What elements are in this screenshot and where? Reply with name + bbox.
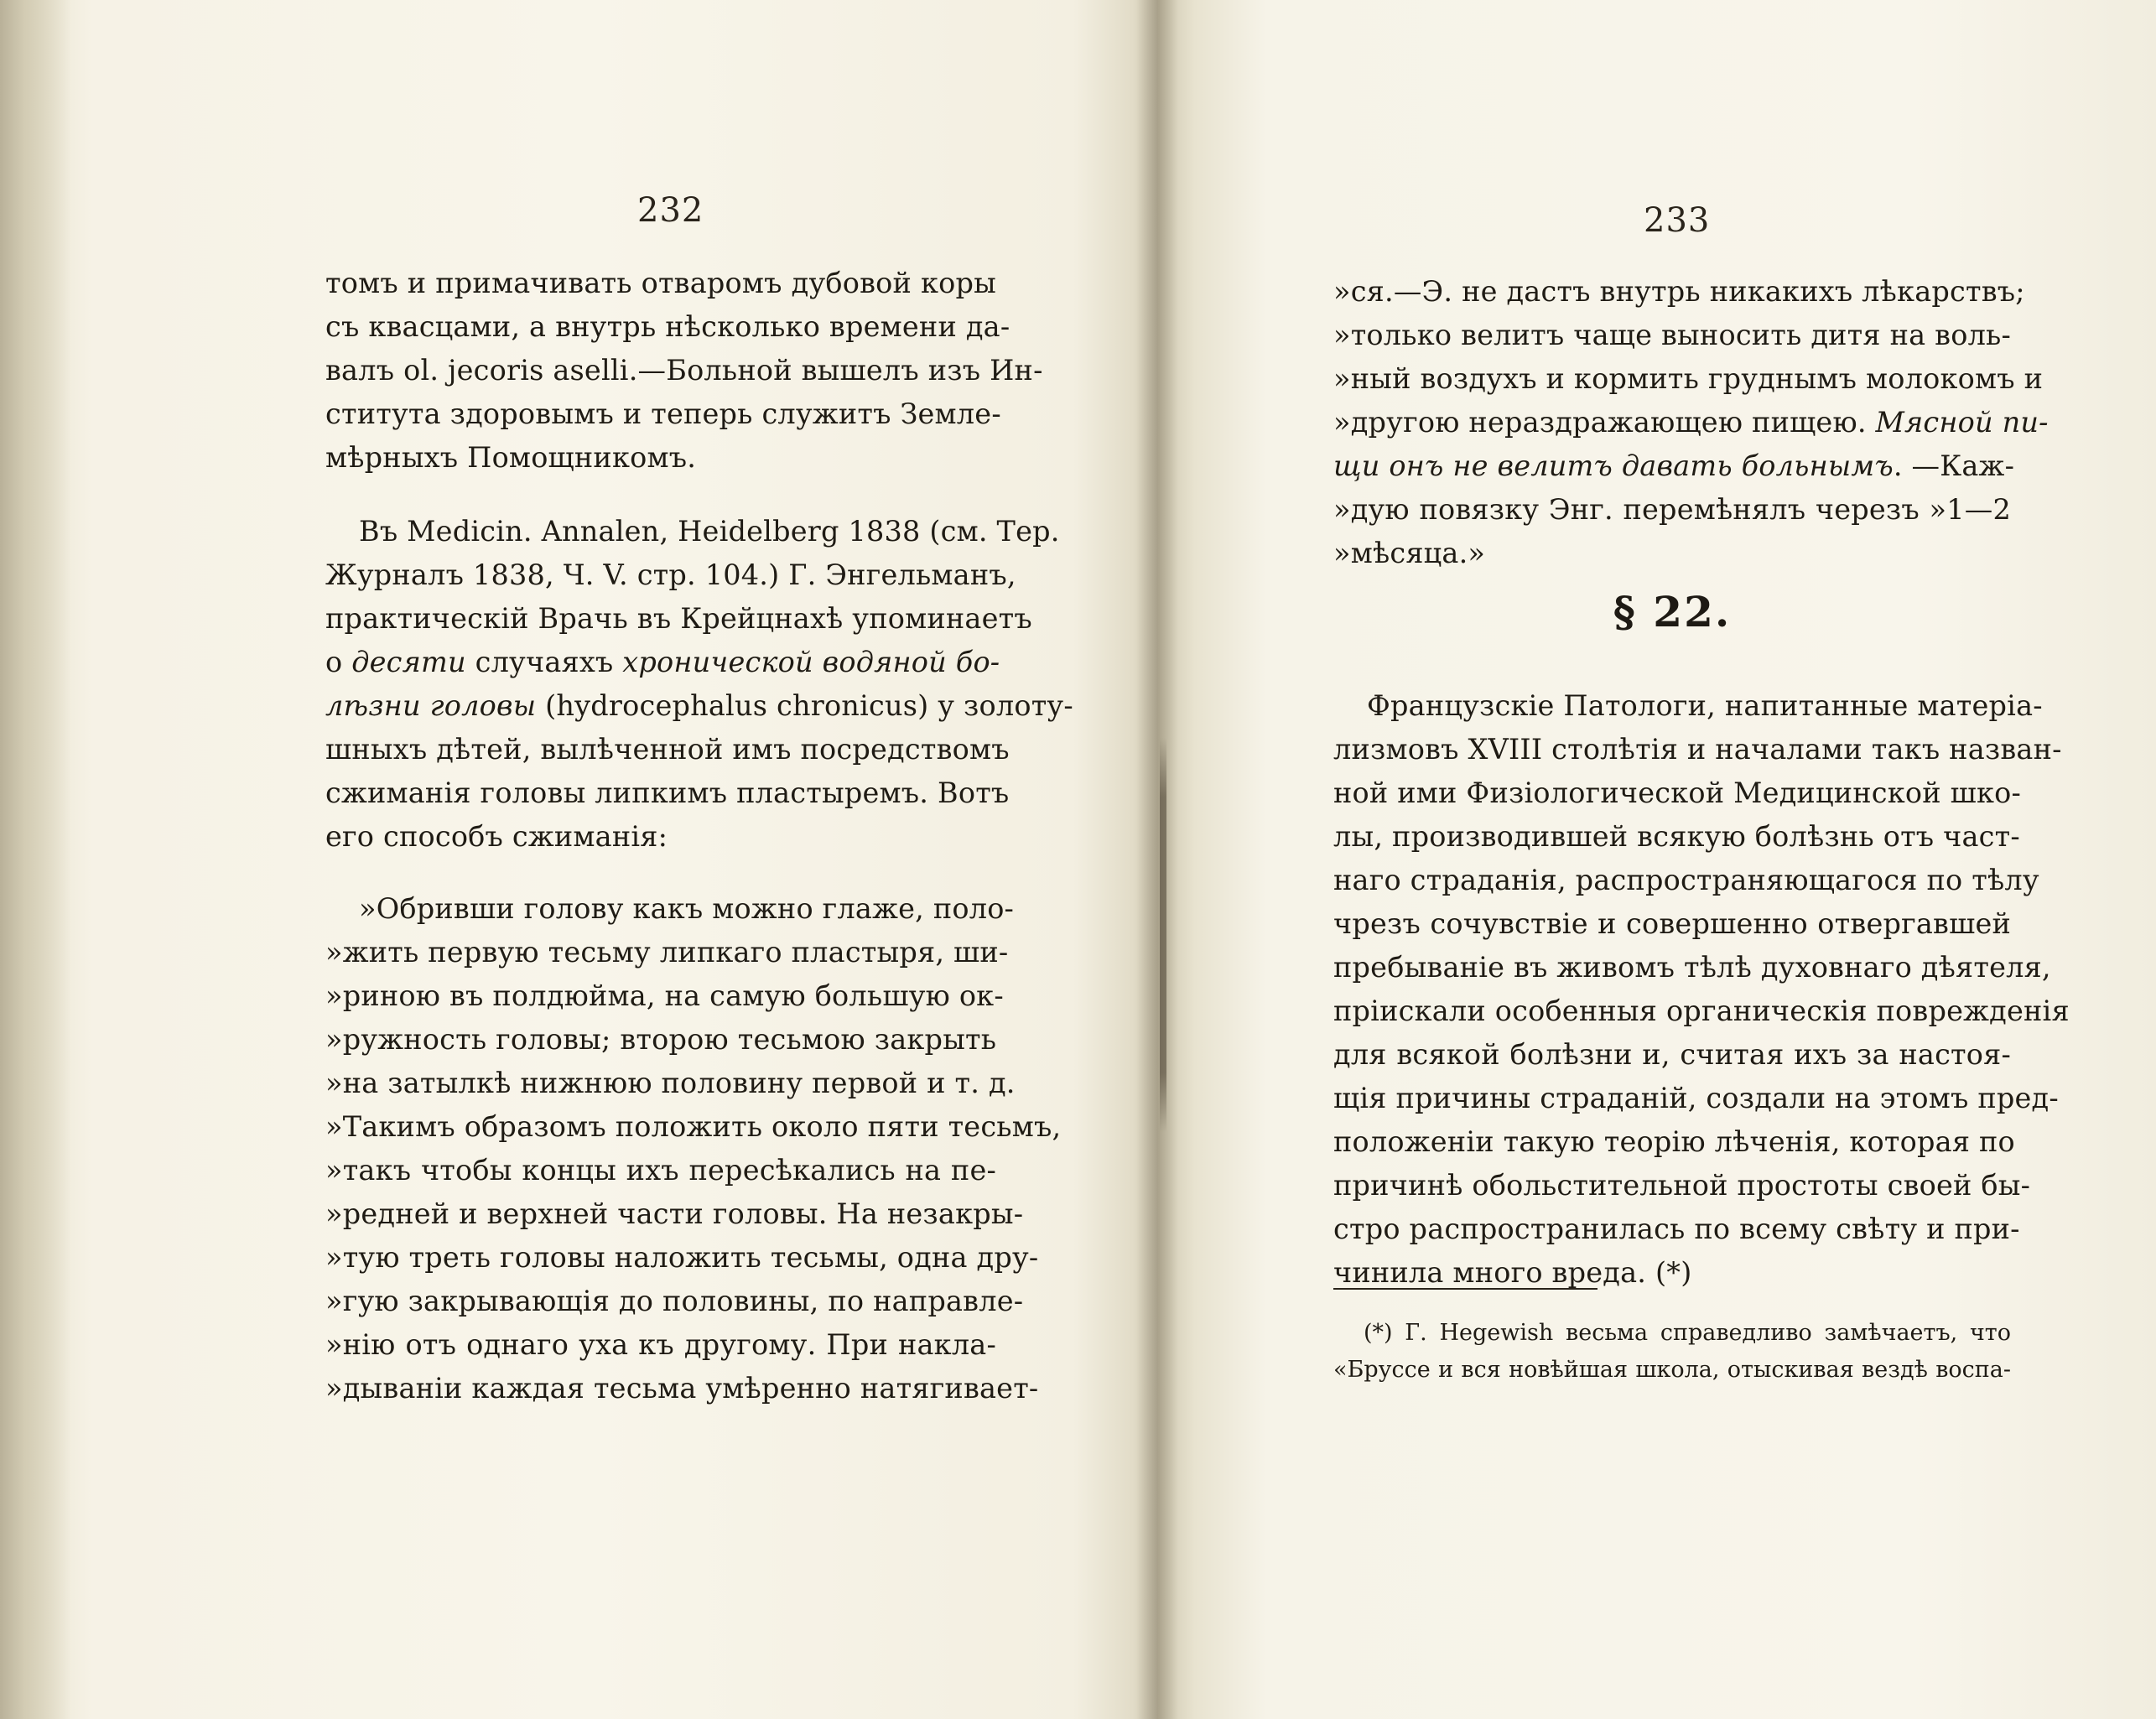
italic-text-run: Мясной пи-: [1875, 406, 2049, 439]
text-run: (hydrocephalus chronicus) у золоту-: [536, 689, 1073, 722]
text-run: »другою нераздражающею пищею.: [1333, 406, 1876, 439]
text-line: сжиманія головы липкимъ пластыремъ. Вотъ: [325, 776, 1010, 809]
text-line: [1333, 444, 2015, 488]
text-line: »на затылкѣ нижнюю половину первой и т. д.: [325, 1067, 1016, 1099]
text-line: »Такимъ образомъ положить около пяти тесьмъ,: [325, 1110, 1062, 1143]
text-line: »тую треть головы наложить тесьмы, одна дру-: [325, 1241, 1039, 1274]
text-line: »только велитъ чаще выносить дитя на воль-: [1333, 319, 2012, 351]
right-quote-continuation: [1333, 270, 2049, 575]
text-line: положеніи такую теорію лѣченія, которая по: [1333, 1125, 2015, 1158]
book-gutter: [1136, 0, 1178, 1719]
footnote: [1333, 1315, 2011, 1389]
text-line: лы, производившей всякую болѣзнь отъ част-: [1333, 820, 2020, 853]
text-line: пребываніе въ живомъ тѣлѣ духовнаго дѣятеля,: [1333, 951, 2051, 984]
italic-text-run: хронической водяной бо-: [622, 646, 1000, 678]
text-line: »нію отъ однаго уха къ другому. При накла-: [325, 1328, 996, 1361]
text-line: съ квасцами, а внутрь нѣсколько времени да-: [325, 310, 1010, 343]
text-line: щія причины страданій, создали на этомъ пред-: [1333, 1082, 2059, 1114]
text-line: »жить первую тесьму липкаго пластыря, ши-: [325, 936, 1009, 969]
left-page-number: 232: [637, 191, 704, 230]
text-line: практическій Врачь въ Крейцнахѣ упоминаетъ: [325, 602, 1032, 635]
text-line: »мѣсяца.»: [1333, 537, 1486, 569]
text-line: стро распространилась по всему свѣту и при-: [1333, 1213, 2020, 1245]
text-line: причинѣ обольстительной простоты своей бы-: [1333, 1169, 2031, 1202]
text-line: Журналъ 1838, Ч. V. стр. 104.) Г. Энгельманъ,: [325, 558, 1016, 591]
text-line: его способъ сжиманія:: [325, 820, 668, 853]
text-run: . —Каж-: [1893, 449, 2015, 482]
text-line: мѣрныхъ Помощникомъ.: [325, 441, 697, 474]
text-line: »такъ чтобы концы ихъ пересѣкались на пе-: [325, 1154, 996, 1187]
text-line: »ный воздухъ и кормить груднымъ молокомъ и: [1333, 362, 2044, 395]
text-line: ной ими Физіологической Медицинской шко-: [1333, 776, 2021, 809]
left-quote-paragraph: [325, 887, 1062, 1410]
text-line: »риною въ полдюйма, на самую большую ок-: [325, 979, 1004, 1012]
text-line: »ружность головы; второю тесьмою закрыть: [325, 1023, 997, 1056]
spine-binding: [1160, 738, 1166, 1132]
text-line: Въ Medicin. Annalen, Heidelberg 1838 (см. Тер.: [359, 515, 1060, 548]
text-line: ститута здоровымъ и теперь служитъ Земле-: [325, 397, 1001, 430]
text-line: [325, 684, 1073, 728]
text-line: »дую повязку Энг. перемѣнялъ черезъ »1—2: [1333, 493, 2011, 526]
text-run: о: [325, 646, 352, 678]
text-line: наго страданія, распространяющагося по тѣлу: [1333, 864, 2039, 896]
text-line: лизмовъ XVIII столѣтія и началами такъ назван-: [1333, 733, 2062, 766]
italic-text-run: щи онъ не велитъ давать больнымъ: [1333, 449, 1894, 482]
footnote-line: (*) Г. Hegewish весьма справедливо замѣчаетъ, что: [1364, 1320, 2011, 1346]
left-continuation-paragraph: [325, 262, 1043, 480]
right-main-paragraph: [1333, 684, 2070, 1295]
text-line: [1333, 401, 2049, 444]
left-paragraph-engelmann: [325, 510, 1073, 859]
right-page-number: 233: [1644, 201, 1711, 240]
text-line: »Обривши голову какъ можно глаже, поло-: [359, 892, 1015, 925]
text-line: »редней и верхней части головы. На незакры-: [325, 1197, 1024, 1230]
text-line: Французскіе Патологи, напитанные матеріа-: [1367, 689, 2043, 722]
section-heading: § 22.: [1613, 587, 1732, 636]
text-line: чинила много вреда. (*): [1333, 1256, 1692, 1289]
text-line: чрезъ сочувствіе и совершенно отвергавшей: [1333, 907, 2011, 940]
text-run: случаяхъ: [465, 646, 623, 678]
footnote-divider: [1333, 1288, 1598, 1290]
page-edge-shadow: [0, 0, 71, 1719]
italic-text-run: десяти: [351, 646, 466, 678]
text-line: »гую закрывающія до половины, по направле-: [325, 1285, 1024, 1317]
text-line: »дываніи каждая тесьма умѣренно натягивает-: [325, 1372, 1039, 1405]
italic-text-run: лѣзни головы: [325, 689, 537, 722]
footnote-line: «Бруссе и вся новѣйшая школа, отыскивая вездѣ воспа-: [1333, 1357, 2011, 1383]
text-line: пріискали особенныя органическія поврежденія: [1333, 995, 2070, 1027]
text-line: [325, 641, 1000, 684]
text-line: томъ и примачивать отваромъ дубовой коры: [325, 267, 996, 299]
text-line: »ся.—Э. не дастъ внутрь никакихъ лѣкарствъ;: [1333, 275, 2025, 308]
text-line: шныхъ дѣтей, вылѣченной имъ посредствомъ: [325, 733, 1010, 766]
text-line: для всякой болѣзни и, считая ихъ за настоя-: [1333, 1038, 2011, 1071]
text-line: валъ ol. jecoris aselli.—Больной вышелъ изъ Ин-: [325, 354, 1043, 387]
